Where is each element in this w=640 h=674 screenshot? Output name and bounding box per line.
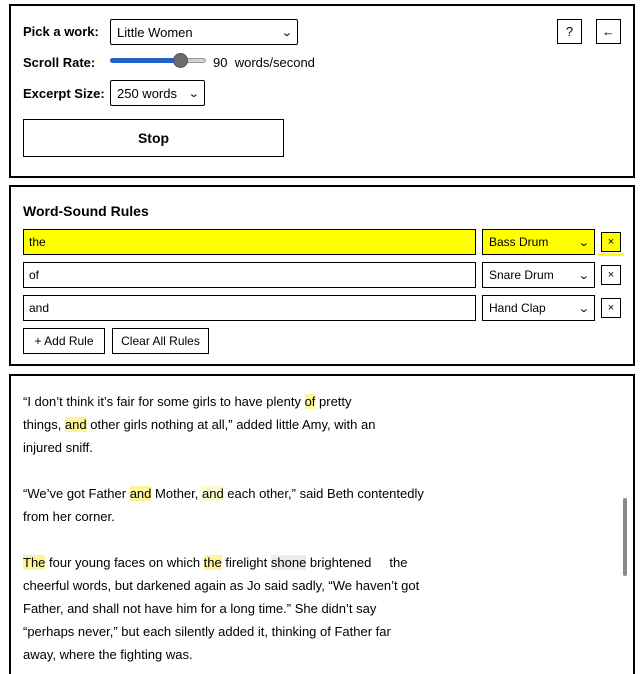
rate-value: 90 [213, 55, 228, 70]
highlighted-word: and [64, 417, 87, 432]
work-label: Pick a work: [23, 24, 99, 39]
excerpt-select[interactable] [110, 80, 205, 106]
text-run: cheerful words, but darkened again as Jo said sadly, “We haven’t got [23, 578, 420, 593]
rule-word-input[interactable]: of [23, 262, 476, 288]
work-select-value: Little Women [117, 24, 193, 40]
remove-rule-button[interactable]: × [601, 232, 621, 252]
slider-fill [110, 58, 177, 63]
text-run: brightened the [306, 555, 408, 570]
text-run: “perhaps never,” but each silently added it, thinking of Father far [23, 624, 391, 639]
scrollbar-thumb[interactable] [623, 498, 627, 576]
text-run: other girls nothing at all,” added little Amy, with an [86, 417, 376, 432]
excerpt-select-value: 250 words [117, 85, 177, 101]
highlighted-word: The [23, 555, 46, 570]
clear-rules-button[interactable]: Clear All Rules [112, 328, 209, 354]
scroll-rate-slider[interactable] [110, 53, 206, 69]
highlighted-word: of [304, 394, 316, 409]
current-word: shone [270, 555, 307, 570]
rule-sound-value: Bass Drum [489, 235, 549, 249]
stop-button[interactable]: Stop [23, 119, 284, 157]
add-rule-button[interactable]: + Add Rule [23, 328, 105, 354]
text-run: Father, and shall not have him for a long time.” She didn’t say [23, 601, 377, 616]
chevron-down-icon: ⌄ [187, 87, 200, 100]
rule-sound-value: Snare Drum [489, 268, 554, 282]
text-run: firelight [221, 555, 271, 570]
rule-word-input[interactable]: the [23, 229, 476, 255]
active-underline [598, 253, 624, 256]
paragraph [23, 551, 463, 666]
highlighted-word: the [203, 555, 222, 570]
back-arrow-button[interactable]: ← [596, 19, 621, 44]
rule-sound-value: Hand Clap [489, 301, 546, 315]
text-run: Mother, [151, 486, 202, 501]
highlighted-word: and [201, 486, 224, 501]
paragraph [23, 482, 463, 528]
rule-sound-select[interactable] [482, 229, 595, 255]
remove-rule-button[interactable]: × [601, 265, 621, 285]
remove-rule-button[interactable]: × [601, 298, 621, 318]
paragraph [23, 390, 463, 459]
excerpt-panel [9, 374, 635, 674]
rate-readout [213, 55, 315, 70]
text-run: from her corner. [23, 509, 115, 524]
rules-panel [9, 185, 635, 366]
chevron-down-icon: ⌄ [577, 236, 590, 249]
chevron-down-icon: ⌄ [577, 269, 590, 282]
excerpt-label: Excerpt Size: [23, 86, 105, 101]
text-run: four young faces on which [45, 555, 204, 570]
controls-panel [9, 4, 635, 178]
rule-sound-select[interactable] [482, 262, 595, 288]
chevron-down-icon: ⌄ [577, 302, 590, 315]
text-run: away, where the fighting was. [23, 647, 193, 662]
excerpt-text [23, 390, 463, 674]
text-run: injured sniff. [23, 440, 93, 455]
text-run: “I don’t think it’s fair for some girls to have plenty [23, 394, 305, 409]
highlighted-word: and [129, 486, 152, 501]
rule-word-input[interactable]: and [23, 295, 476, 321]
help-button[interactable]: ? [557, 19, 582, 44]
slider-thumb[interactable] [173, 53, 188, 68]
text-run: pretty [315, 394, 352, 409]
chevron-down-icon: ⌄ [280, 26, 293, 39]
rule-sound-select[interactable] [482, 295, 595, 321]
text-run: each other,” said Beth contentedly [223, 486, 424, 501]
text-run: things, [23, 417, 65, 432]
rate-unit: words/second [234, 55, 315, 70]
work-select[interactable] [110, 19, 298, 45]
text-run: “We’ve got Father [23, 486, 130, 501]
rules-title: Word-Sound Rules [23, 203, 149, 219]
rate-label: Scroll Rate: [23, 55, 96, 70]
